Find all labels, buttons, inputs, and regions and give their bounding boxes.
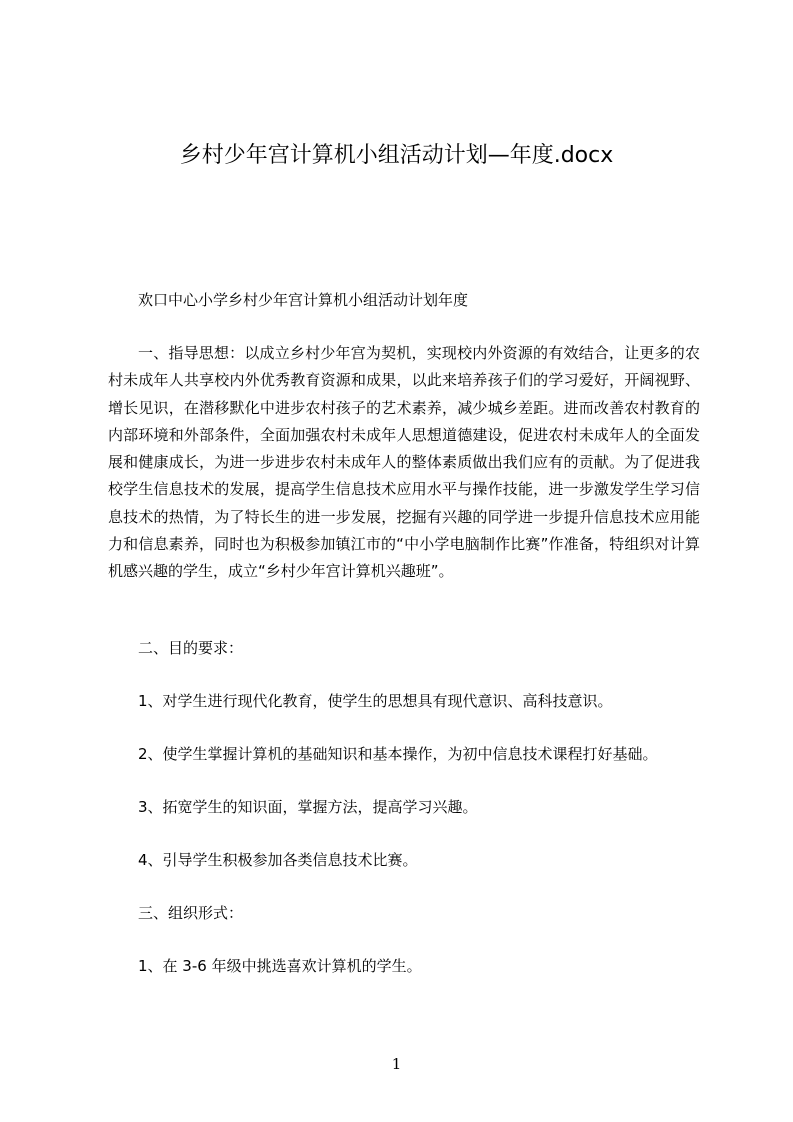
organization-item-1: 1、在 3-6 年级中挑选喜欢计算机的学生。 [138, 957, 422, 975]
document-title: 乡村少年宫计算机小组活动计划—年度.docx [179, 143, 614, 168]
objective-item-1: 1、对学生进行现代化教育，使学生的思想具有现代意识、高科技意识。 [138, 692, 613, 710]
objective-item-4: 4、引导学生积极参加各类信息技术比赛。 [138, 851, 418, 869]
guiding-ideology-paragraph: 一、指导思想：以成立乡村少年宫为契机，实现校内外资源的有效结合，让更多的农村未成年人共享校内外优秀教育资源和成果，以此来培养孩子们的学习爱好，开阔视野、增长见识，在潜移默化中进步农村孩子的艺术素养，减少城乡差距。进而改善农村教育的内部环境和外部条件，全面加强农村未成年人思想道德建设，促进农村未成年人的全面发展和健康成长，为进一步进步农村未成年人的整体素质做出我们应有的贡献。为了促进我校学生信息技术的发展，提高学生信息技术应用水平与操作技能，进一步激发学生学习信息技术的热情，为了特长生的进一步发展，挖掘有兴趣的同学进一步提升信息技术应用能力和信息素养，同时也为积极参加镇江市的“中小学电脑制作比赛”作准备，特组织对计算机感兴趣的学生，成立“乡村少年宫计算机兴趣班”。 [108, 344, 700, 581]
section-heading-objectives: 二、目的要求： [138, 639, 244, 657]
page-number: 1 [391, 1055, 402, 1073]
objective-item-3: 3、拓宽学生的知识面，掌握方法，提高学习兴趣。 [138, 798, 478, 816]
section-heading-organization: 三、组织形式： [138, 904, 244, 922]
document-subtitle: 欢口中心小学乡村少年宫计算机小组活动计划年度 [138, 291, 469, 309]
objective-item-2: 2、使学生掌握计算机的基础知识和基本操作，为初中信息技术课程打好基础。 [138, 745, 658, 763]
